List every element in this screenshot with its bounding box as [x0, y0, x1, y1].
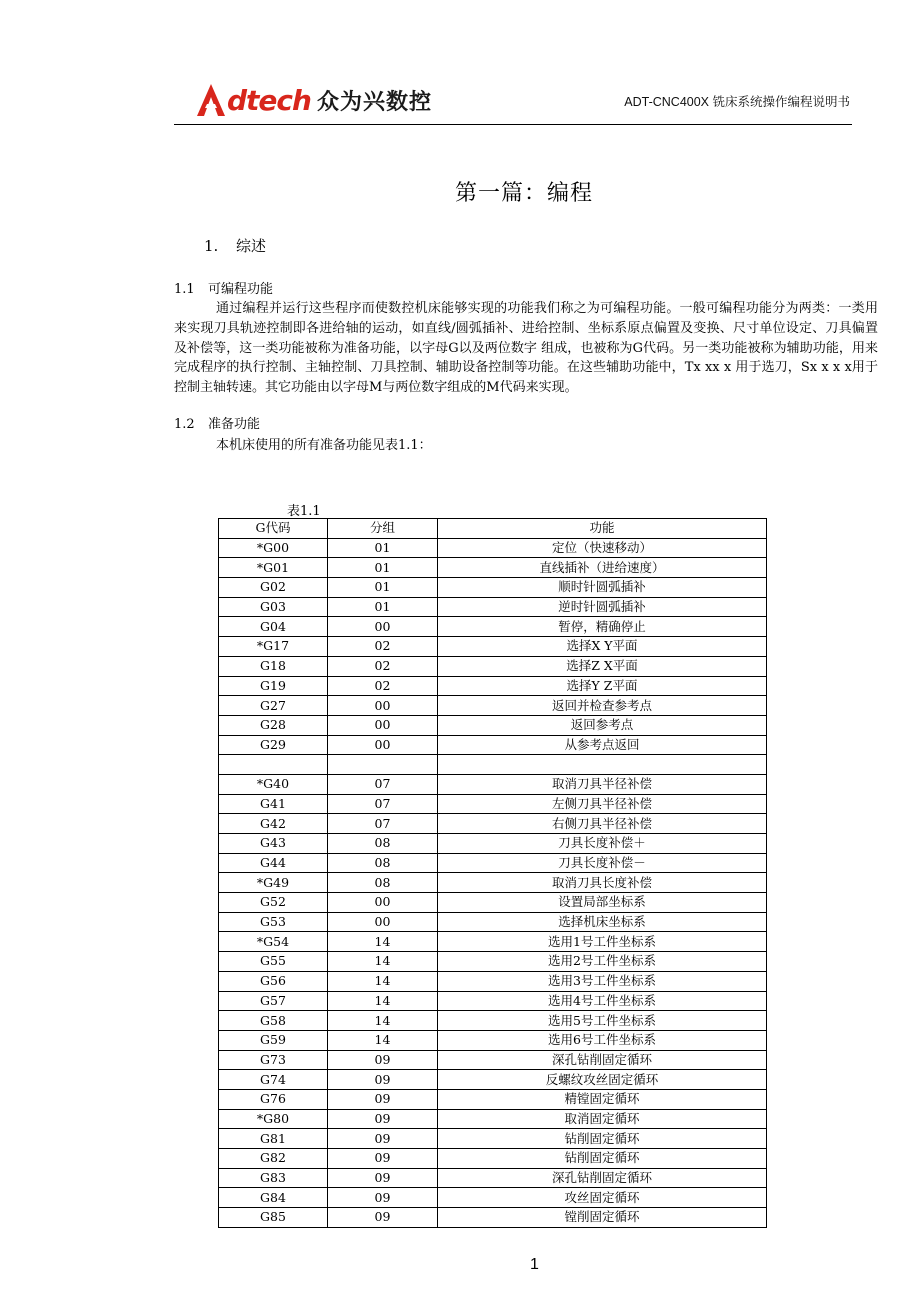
- function-cell: 选择Z X平面: [438, 656, 767, 676]
- table-row: [219, 715, 767, 735]
- table-row: [219, 1030, 767, 1050]
- group-cell: 00: [328, 696, 438, 716]
- group-cell: 02: [328, 637, 438, 657]
- g-code-cell: G56: [219, 971, 328, 991]
- function-cell: 取消固定循环: [438, 1109, 767, 1129]
- function-cell: 钻削固定循环: [438, 1149, 767, 1169]
- g-code-cell: *G40: [219, 774, 328, 794]
- g-code-cell: G42: [219, 814, 328, 834]
- group-cell: 14: [328, 952, 438, 972]
- group-cell: 00: [328, 617, 438, 637]
- table-header-row: [219, 519, 767, 539]
- header-divider: [174, 124, 852, 125]
- g-code-cell: G81: [219, 1129, 328, 1149]
- table-row: [219, 991, 767, 1011]
- table-row: [219, 1208, 767, 1228]
- function-cell: 攻丝固定循环: [438, 1188, 767, 1208]
- g-code-cell: G27: [219, 696, 328, 716]
- group-cell: 14: [328, 971, 438, 991]
- function-cell: 右侧刀具半径补偿: [438, 814, 767, 834]
- group-cell: 09: [328, 1089, 438, 1109]
- g-code-cell: G02: [219, 578, 328, 598]
- table-row: [219, 755, 767, 775]
- table-caption: 表1.1: [287, 504, 321, 519]
- table-row: [219, 1109, 767, 1129]
- table-row: [219, 814, 767, 834]
- g-code-cell: G85: [219, 1208, 328, 1228]
- table-row: [219, 1011, 767, 1031]
- g-code-cell: G28: [219, 715, 328, 735]
- g-code-cell: G83: [219, 1168, 328, 1188]
- function-cell: 取消刀具半径补偿: [438, 774, 767, 794]
- group-cell: 00: [328, 735, 438, 755]
- table-row: [219, 952, 767, 972]
- function-cell: 逆时针圆弧插补: [438, 597, 767, 617]
- section-heading-1-1: [174, 278, 273, 297]
- function-cell: 深孔钻削固定循环: [438, 1168, 767, 1188]
- function-cell: 直线插补（进给速度）: [438, 558, 767, 578]
- g-code-cell: *G00: [219, 538, 328, 558]
- table-row: [219, 1168, 767, 1188]
- group-cell: 07: [328, 794, 438, 814]
- group-cell: 01: [328, 597, 438, 617]
- g-code-cell: *G01: [219, 558, 328, 578]
- logo-a-icon: [196, 83, 226, 117]
- section-number: 1.1: [174, 282, 195, 297]
- g-code-cell: *G80: [219, 1109, 328, 1129]
- function-cell: 左侧刀具半径补偿: [438, 794, 767, 814]
- section-number: 1.2: [174, 417, 195, 432]
- group-cell: 09: [328, 1109, 438, 1129]
- g-code-cell: G84: [219, 1188, 328, 1208]
- g-code-cell: [219, 755, 328, 775]
- function-cell: 返回并检查参考点: [438, 696, 767, 716]
- g-code-cell: G19: [219, 676, 328, 696]
- group-cell: 08: [328, 853, 438, 873]
- table-row: [219, 656, 767, 676]
- function-cell: 选用3号工件坐标系: [438, 971, 767, 991]
- table-row: [219, 538, 767, 558]
- function-cell: [438, 755, 767, 775]
- part-title: 第一篇：编程: [454, 181, 593, 206]
- group-cell: [328, 755, 438, 775]
- g-code-cell: G04: [219, 617, 328, 637]
- function-cell: 选用2号工件坐标系: [438, 952, 767, 972]
- function-cell: 选用4号工件坐标系: [438, 991, 767, 1011]
- document-title: ADT-CNC400X 铣床系统操作编程说明书: [624, 95, 850, 109]
- g-code-table: [218, 518, 767, 1228]
- function-cell: 暂停，精确停止: [438, 617, 767, 637]
- section-heading-1-2: [174, 413, 260, 432]
- function-cell: 选用6号工件坐标系: [438, 1030, 767, 1050]
- group-cell: 14: [328, 932, 438, 952]
- table-row: [219, 617, 767, 637]
- function-cell: 从参考点返回: [438, 735, 767, 755]
- table-row: [219, 853, 767, 873]
- group-cell: 00: [328, 912, 438, 932]
- table-row: [219, 1070, 767, 1090]
- table-row: [219, 873, 767, 893]
- group-cell: 01: [328, 578, 438, 598]
- table-row: [219, 794, 767, 814]
- table-row: [219, 1050, 767, 1070]
- group-cell: 14: [328, 1030, 438, 1050]
- g-code-cell: G18: [219, 656, 328, 676]
- section-heading-1: [204, 235, 266, 256]
- function-cell: 反螺纹攻丝固定循环: [438, 1070, 767, 1090]
- section-title: 综述: [236, 237, 267, 255]
- group-cell: 08: [328, 873, 438, 893]
- table-row: [219, 637, 767, 657]
- group-cell: 09: [328, 1129, 438, 1149]
- table-row: [219, 1149, 767, 1169]
- group-cell: 14: [328, 991, 438, 1011]
- g-code-cell: *G54: [219, 932, 328, 952]
- function-cell: 返回参考点: [438, 715, 767, 735]
- g-code-cell: G53: [219, 912, 328, 932]
- table-row: [219, 774, 767, 794]
- table-row: [219, 971, 767, 991]
- g-code-cell: G73: [219, 1050, 328, 1070]
- group-cell: 09: [328, 1188, 438, 1208]
- g-code-cell: G76: [219, 1089, 328, 1109]
- g-code-cell: G03: [219, 597, 328, 617]
- paragraph-preparatory-functions: 本机床使用的所有准备功能见表1.1：: [216, 438, 432, 453]
- table-row: [219, 1129, 767, 1149]
- group-cell: 07: [328, 774, 438, 794]
- function-cell: 刀具长度补偿－: [438, 853, 767, 873]
- group-cell: 09: [328, 1070, 438, 1090]
- table-row: [219, 932, 767, 952]
- function-cell: 深孔钻削固定循环: [438, 1050, 767, 1070]
- group-cell: 02: [328, 676, 438, 696]
- header-g-code: G代码: [219, 519, 328, 539]
- g-code-cell: G58: [219, 1011, 328, 1031]
- function-cell: 选择X Y平面: [438, 637, 767, 657]
- section-number: 1.: [204, 237, 219, 255]
- function-cell: 选用1号工件坐标系: [438, 932, 767, 952]
- header-group: 分组: [328, 519, 438, 539]
- group-cell: 09: [328, 1208, 438, 1228]
- group-cell: 07: [328, 814, 438, 834]
- logo-latin-text: dtech: [227, 83, 311, 117]
- table-row: [219, 912, 767, 932]
- group-cell: 02: [328, 656, 438, 676]
- group-cell: 00: [328, 715, 438, 735]
- page-header: [174, 78, 852, 124]
- function-cell: 钻削固定循环: [438, 1129, 767, 1149]
- function-cell: 精镗固定循环: [438, 1089, 767, 1109]
- group-cell: 09: [328, 1050, 438, 1070]
- g-code-cell: G57: [219, 991, 328, 1011]
- page-number: 1: [530, 1256, 539, 1273]
- table-row: [219, 1089, 767, 1109]
- table-row: [219, 834, 767, 854]
- group-cell: 14: [328, 1011, 438, 1031]
- function-cell: 镗削固定循环: [438, 1208, 767, 1228]
- company-logo: [196, 80, 432, 120]
- table-row: [219, 696, 767, 716]
- function-cell: 取消刀具长度补偿: [438, 873, 767, 893]
- function-cell: 刀具长度补偿＋: [438, 834, 767, 854]
- section-title: 准备功能: [208, 417, 261, 432]
- group-cell: 01: [328, 558, 438, 578]
- table-row: [219, 558, 767, 578]
- table-row: [219, 597, 767, 617]
- group-cell: 00: [328, 893, 438, 913]
- logo-chinese-text: 众为兴数控: [316, 89, 432, 115]
- g-code-cell: G52: [219, 893, 328, 913]
- table-row: [219, 578, 767, 598]
- section-title: 可编程功能: [208, 282, 274, 297]
- paragraph-programmable-functions: 通过编程并运行这些程序而使数控机床能够实现的功能我们称之为可编程功能。一般可编程功能分为两类：一类用来实现刀具轨迹控制即各进给轴的运动，如直线/圆弧插补、进给控制、坐标系原点偏置及变换、尺寸单位设定、刀具偏置及补偿等，这一类功能被称为准备功能，以字母G以及两位数字 组成，也被称为G代码。另一类功能被称为辅助功能，用来完成程序的执行控制、主轴控制、刀具控制、辅助设备控制等功能。在这些辅助功能中，Tx xx x 用于选刀，Sx x x x用于控制主轴转速。其它功能由以字母M与两位数字组成的M代码来实现。: [174, 301, 878, 396]
- table-row: [219, 893, 767, 913]
- table-row: [219, 1188, 767, 1208]
- function-cell: 设置局部坐标系: [438, 893, 767, 913]
- function-cell: 选用5号工件坐标系: [438, 1011, 767, 1031]
- group-cell: 09: [328, 1168, 438, 1188]
- g-code-cell: G44: [219, 853, 328, 873]
- g-code-cell: G59: [219, 1030, 328, 1050]
- g-code-cell: *G17: [219, 637, 328, 657]
- function-cell: 选择Y Z平面: [438, 676, 767, 696]
- function-cell: 定位（快速移动）: [438, 538, 767, 558]
- g-code-cell: G43: [219, 834, 328, 854]
- group-cell: 01: [328, 538, 438, 558]
- group-cell: 08: [328, 834, 438, 854]
- g-code-cell: G82: [219, 1149, 328, 1169]
- g-code-cell: G74: [219, 1070, 328, 1090]
- g-code-cell: G55: [219, 952, 328, 972]
- table-row: [219, 735, 767, 755]
- table-row: [219, 676, 767, 696]
- g-code-cell: *G49: [219, 873, 328, 893]
- group-cell: 09: [328, 1149, 438, 1169]
- g-code-cell: G29: [219, 735, 328, 755]
- function-cell: 选择机床坐标系: [438, 912, 767, 932]
- g-code-cell: G41: [219, 794, 328, 814]
- function-cell: 顺时针圆弧插补: [438, 578, 767, 598]
- header-function: 功能: [438, 519, 767, 539]
